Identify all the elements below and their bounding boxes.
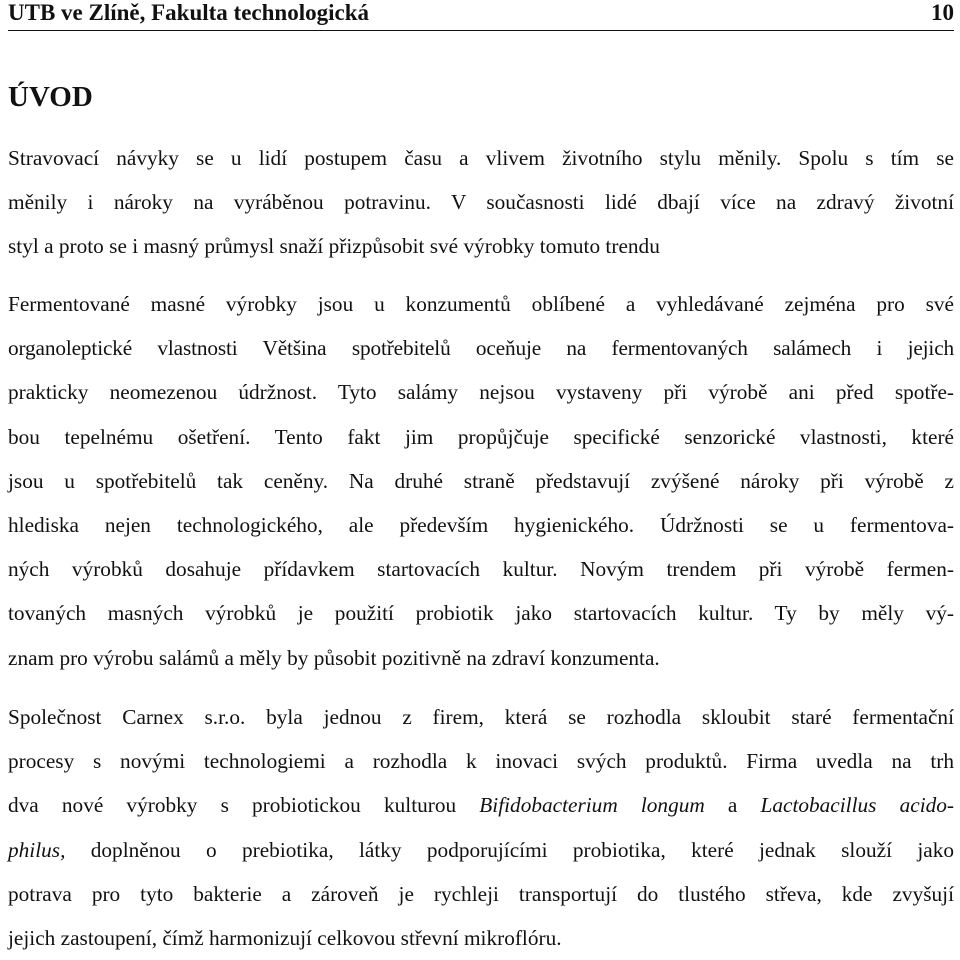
header-title: UTB ve Zlíně, Fakulta technologická [8, 0, 369, 25]
paragraph-line: styl a proto se i masný průmysl snaží přizpůsobit své výrobky tomuto trendu [8, 234, 660, 259]
paragraph-1 [8, 136, 954, 269]
chapter-title: ÚVOD [8, 81, 93, 113]
paragraph-line: Společnost Carnex s.r.o. byla jednou z firem, která se rozhodla skloubit staré fermentační [8, 705, 954, 729]
paragraph-line: jejich zastoupení, čímž harmonizují celkovou střevní mikroflóru. [8, 925, 562, 950]
paragraph-line: procesy s novými technologiemi a rozhodla k inovaci svých produktů. Firma uvedla na trh [8, 749, 954, 774]
paragraph-line: hlediska nejen technologického, ale především hygienického. Údržnosti se u fermentova- [8, 512, 954, 537]
paragraph-line: bou tepelnému ošetření. Tento fakt jim propůjčuje specifické senzorické vlastnosti, které [8, 424, 954, 449]
paragraph-line [8, 783, 954, 827]
paragraph-line: organoleptické vlastnosti Většina spotřebitelů oceňuje na fermentovaných salámech i jejich [8, 336, 954, 361]
text-run: dva nové výrobky s probiotickou kulturou [8, 793, 480, 818]
document-page [8, 0, 954, 950]
species-name: Bifidobacterium longum [479, 793, 705, 818]
paragraph-2 [8, 282, 954, 680]
paragraph-line: tovaných masných výrobků je použití probiotik jako startovacích kultur. Ty by měly vý- [8, 601, 954, 626]
header-rule [8, 30, 954, 31]
page-number: 10 [931, 0, 954, 25]
paragraph-line: znam pro výrobu salámů a měly by působit pozitivně na zdraví konzumenta. [8, 645, 660, 670]
species-name: philus, [8, 837, 66, 862]
species-name: Lactobacillus acido- [760, 793, 954, 818]
paragraph-line: Stravovací návyky se u lidí postupem času a vlivem životního stylu měnily. Spolu s tím se [8, 146, 954, 170]
running-header [8, 0, 954, 30]
paragraph-line: potrava pro tyto bakterie a zároveň je rychleji transportují do tlustého střeva, kde zvyšují [8, 881, 954, 906]
paragraph-3 [8, 695, 954, 960]
paragraph-line: měnily i nároky na vyráběnou potravinu. V současnosti lidé dbají více na zdravý životní [8, 190, 954, 215]
paragraph-line [8, 828, 954, 872]
paragraph-line: jsou u spotřebitelů tak ceněny. Na druhé straně představují zvýšené nároky při výrobě z [8, 468, 954, 493]
paragraph-line: prakticky neomezenou údržnost. Tyto salámy nejsou vystaveny při výrobě ani před spotře- [8, 380, 954, 405]
text-run: doplněnou o prebiotika, látky podporujícími probiotika, které jednak slouží jako [65, 837, 954, 862]
paragraph-line: ných výrobků dosahuje přídavkem startovacích kultur. Novým trendem při výrobě fermen- [8, 557, 954, 582]
paragraph-line: Fermentované masné výrobky jsou u konzumentů oblíbené a vyhledávané zejména pro své [8, 292, 954, 316]
text-run: a [704, 793, 761, 818]
